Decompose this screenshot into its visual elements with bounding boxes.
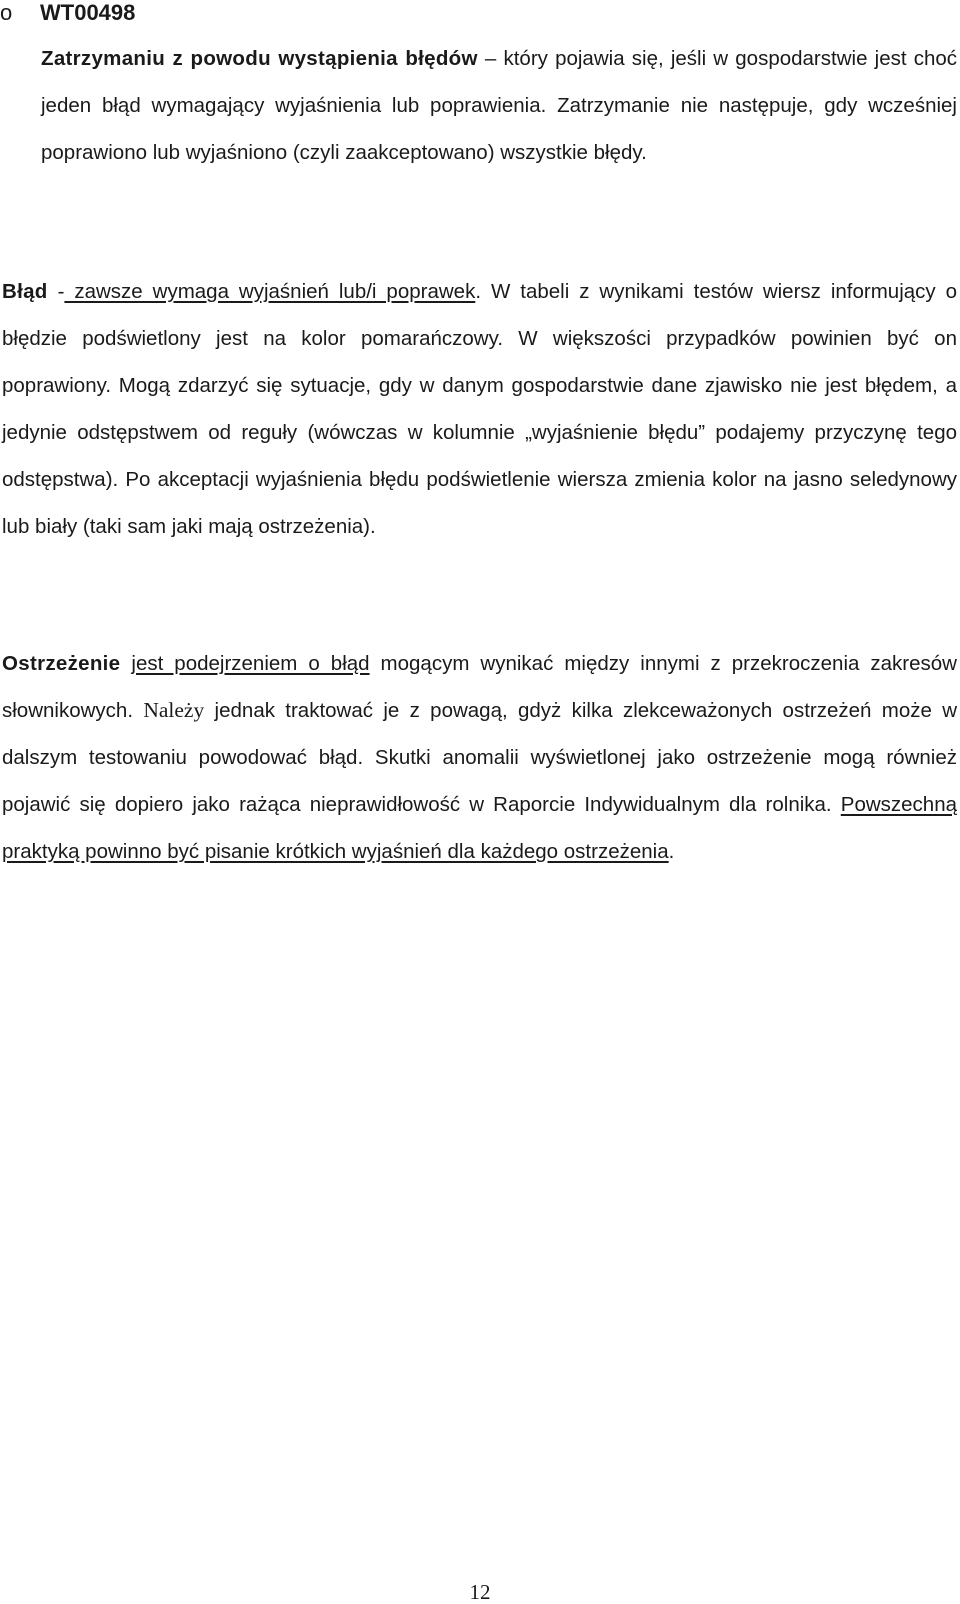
paragraph2-underlined: zawsze wymaga wyjaśnień lub/i poprawek [64, 280, 476, 303]
bullet-item [0, 0, 135, 26]
paragraph2-text: . W tabeli z wynikami testów wiersz informujący o błędzie podświetlony jest na kolor pomarańczowy. W większości przypadków powinien być on poprawiony. Mogą zdarzyć się sytuacje, gdy w danym gospodarstwie dane zjawisko nie jest błędem, a jedynie odstępstwem od reguły (wówczas w kolumnie „wyjaśnienie błędu” podajemy przyczynę tego odstępstwa). Po akceptacji wyjaśnienia błędu podświetlenie wiersza zmienia kolor na jasno seledynowy lub biały (taki sam jaki mają ostrzeżenia). [2, 280, 957, 538]
paragraph1-text: – który pojawia się, jeśli w gospodarstwie jest choć jeden błąd wymagający wyjaśnienia lub poprawienia. Zatrzymanie nie następuje, gdy wcześniej poprawiono lub wyjaśniono (czyli zaakceptowano) wszystkie błędy. [41, 47, 958, 164]
paragraph3-text-a: mogącym wynikać między innymi z przekroczenia zakresów słownikowych. [2, 652, 957, 722]
term-stop: Zatrzymaniu z powodu wystąpienia błędów [41, 47, 478, 70]
paragraph-stop-on-errors [41, 35, 957, 176]
paragraph-warning [2, 640, 957, 875]
paragraph3-text-b: jednak traktować je z powagą, gdyż kilka zlekceważonych ostrzeżeń może w dalszym testowaniu powodować błąd. Skutki anomalii wyświetlonej jako ostrzeżenie mogą również pojawić się dopiero jako rażąca nieprawidłowość w Raporcie Indywidualnym dla rolnika. [2, 699, 957, 816]
item-code: WT00498 [40, 0, 136, 25]
paragraph3-underlined-end: Powszechną praktyką powinno być pisanie krótkich wyjaśnień dla każdego ostrzeżenia [2, 793, 957, 863]
paragraph3-serif-word: Należy [143, 698, 205, 722]
bullet-marker: o [0, 0, 13, 25]
term-error: Błąd [2, 280, 48, 303]
paragraph-error [2, 268, 957, 550]
term-warning: Ostrzeżenie [2, 652, 121, 675]
page-number: 12 [469, 1580, 491, 1604]
paragraph2-dash: - [47, 280, 65, 303]
paragraph3-end: . [668, 840, 675, 863]
paragraph3-underlined: jest podejrzeniem o błąd [131, 652, 370, 675]
